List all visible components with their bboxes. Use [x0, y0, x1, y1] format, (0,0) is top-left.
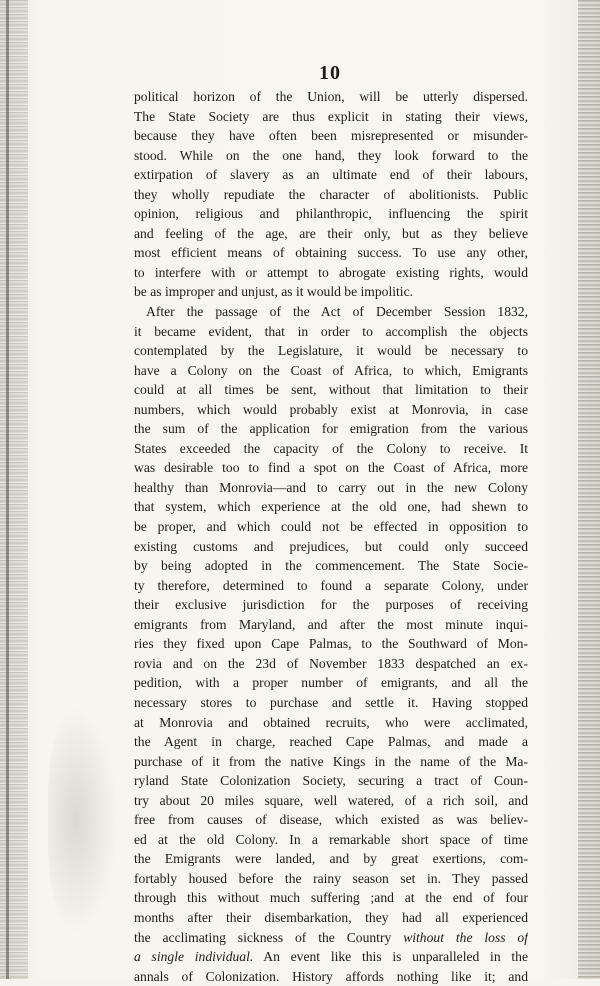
text-line: by being adopted in the commencement. The State Socie- — [134, 558, 528, 574]
text-line: the acclimating sickness of the Country without the loss of — [134, 929, 528, 945]
text-line: extirpation of slavery as an ultimate end of their labours, — [134, 167, 528, 183]
text-line: ed at the old Colony. In a remarkable short space of time — [134, 831, 528, 847]
text-line: ryland State Colonization Society, securing a tract of Coun- — [134, 773, 528, 789]
text-line: could at all times be sent, without that limitation to their — [134, 382, 528, 398]
text-line: because they have often been misrepresented or misunder- — [134, 128, 528, 144]
text-line: be as improper and unjust, as it would be impolitic. — [134, 284, 414, 300]
text-line: purchase of it from the native Kings in the name of the Ma- — [134, 753, 528, 769]
text-line: numbers, which would probably exist at Monrovia, in case — [134, 401, 528, 417]
text-line: existing customs and prejudices, but could only succeed — [134, 538, 528, 554]
text-line: political horizon of the Union, will be utterly dispersed. — [134, 89, 528, 104]
body-text — [134, 87, 528, 986]
text-line: they wholly repudiate the character of abolitionists. Public — [134, 186, 528, 202]
text-line: free from causes of disease, which existed as was believ- — [134, 812, 528, 828]
text-line: be proper, and which could not be effected in opposition to — [134, 519, 528, 535]
text-line: most efficient means of obtaining success. To use any other, — [134, 245, 528, 261]
left-binding-edge — [0, 0, 28, 979]
text-line: fortably housed before the rainy season set in. They passed — [134, 870, 528, 886]
text-line: was desirable too to find a spot on the Coast of Africa, more — [134, 460, 528, 476]
text-line: have a Colony on the Coast of Africa, to which, Emigrants — [134, 362, 528, 378]
text-line: necessary stores to purchase and settle it. Having stopped — [134, 694, 528, 710]
text-line: their exclusive jurisdiction for the purposes of receiving — [134, 597, 528, 613]
text-line: and feeling of the age, are their only, but as they believe — [134, 225, 528, 241]
text-line: ries they fixed upon Cape Palmas, to the Southward of Mon- — [134, 636, 528, 652]
text-line: ty therefore, determined to found a separate Colony, under — [134, 577, 528, 593]
text-line: try about 20 miles square, well watered, of a rich soil, and — [134, 792, 528, 808]
text-line: emigrants from Maryland, and after the most minute inqui- — [134, 616, 528, 632]
paragraph-start-line: After the passage of the Act of December Session 1832, — [146, 304, 528, 320]
text-line: opinion, religious and philanthropic, influencing the spirit — [134, 206, 528, 222]
text-line: through this without much suffering ;and at the end of four — [134, 890, 528, 906]
text-line: contemplated by the Legislature, it would be necessary to — [134, 343, 528, 359]
text-line: it became evident, that in order to accomplish the objects — [134, 323, 528, 339]
text-line: the Agent in charge, reached Cape Palmas, and made a — [134, 734, 528, 750]
text-line: months after their disembarkation, they had all experienced — [134, 909, 528, 925]
text-line: The State Society are thus explicit in stating their views, — [134, 108, 528, 124]
text-line: a single individual. An event like this is unparalleled in the — [134, 949, 528, 965]
text-line: pedition, with a proper number of emigrants, and all the — [134, 675, 528, 691]
text-line: that system, which experience at the old one, had shewn to — [134, 499, 528, 515]
page-stain — [48, 705, 118, 935]
text-line: the Emigrants were landed, and by great exertions, com- — [134, 851, 528, 867]
text-line: healthy than Monrovia—and to carry out in the new Colony — [134, 479, 528, 495]
text-line: stood. While on the one hand, they look forward to the — [134, 147, 528, 163]
text-line: States exceeded the capacity of the Colony to receive. It — [134, 440, 528, 456]
text-line: to interfere with or attempt to abrogate existing rights, would — [134, 264, 528, 280]
text-line: the sum of the application for emigration from the various — [134, 421, 528, 437]
text-line: annals of Colonization. History affords nothing like it; and — [134, 968, 528, 984]
right-binding-edge — [578, 0, 600, 979]
page-number: 10 — [319, 62, 341, 84]
text-line: rovia and on the 23d of November 1833 despatched an ex- — [134, 655, 528, 671]
text-line: at Monrovia and obtained recruits, who were acclimated, — [134, 714, 528, 730]
